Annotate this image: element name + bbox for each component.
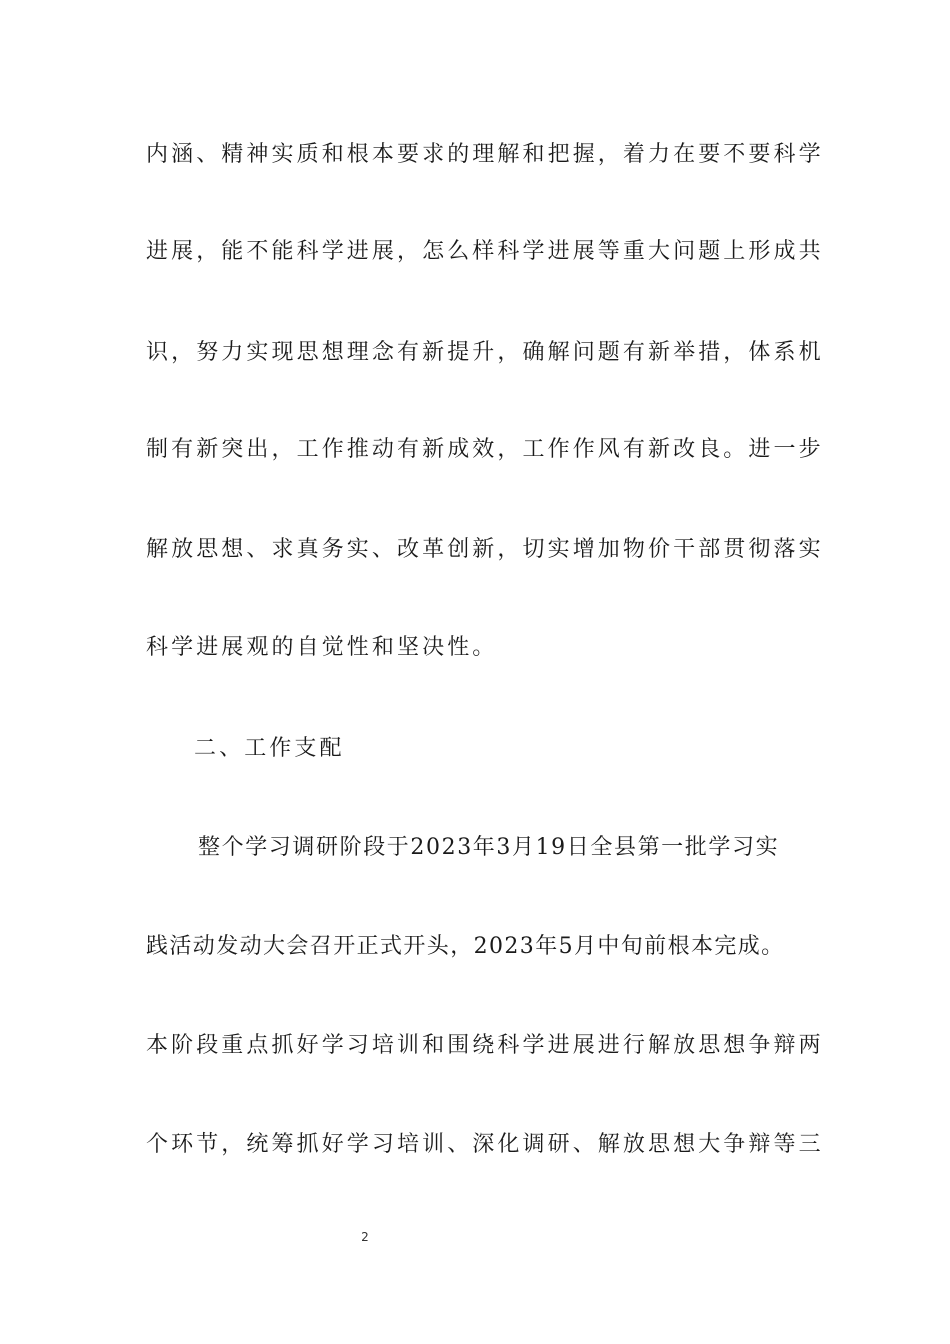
section-heading: 二、工作支配	[194, 736, 345, 761]
paragraph1-line-5: 解放思想、求真务实、改革创新，切实增加物价干部贯彻落实	[146, 537, 824, 562]
paragraph1-line-3: 识，努力实现思想理念有新提升，确解问题有新举措，体系机	[146, 340, 824, 365]
page-number: 2	[361, 1230, 369, 1244]
paragraph2-line-3: 本阶段重点抓好学习培训和围绕科学进展进行解放思想争辩两	[146, 1033, 824, 1058]
paragraph1-line-6: 科学进展观的自觉性和坚决性。	[146, 635, 498, 660]
paragraph2-line-1: 整个学习调研阶段于2023年3月19日全县第一批学习实	[198, 835, 780, 860]
paragraph1-line-2: 进展，能不能科学进展，怎么样科学进展等重大问题上形成共	[146, 239, 824, 264]
paragraph2-line-4: 个环节，统筹抓好学习培训、深化调研、解放思想大争辩等三	[146, 1132, 824, 1157]
paragraph1-line-1: 内涵、精神实质和根本要求的理解和把握，着力在要不要科学	[146, 142, 824, 167]
paragraph1-line-4: 制有新突出，工作推动有新成效，工作作风有新改良。进一步	[146, 437, 824, 462]
paragraph2-line-2: 践活动发动大会召开正式开头，2023年5月中旬前根本完成。	[146, 934, 785, 959]
